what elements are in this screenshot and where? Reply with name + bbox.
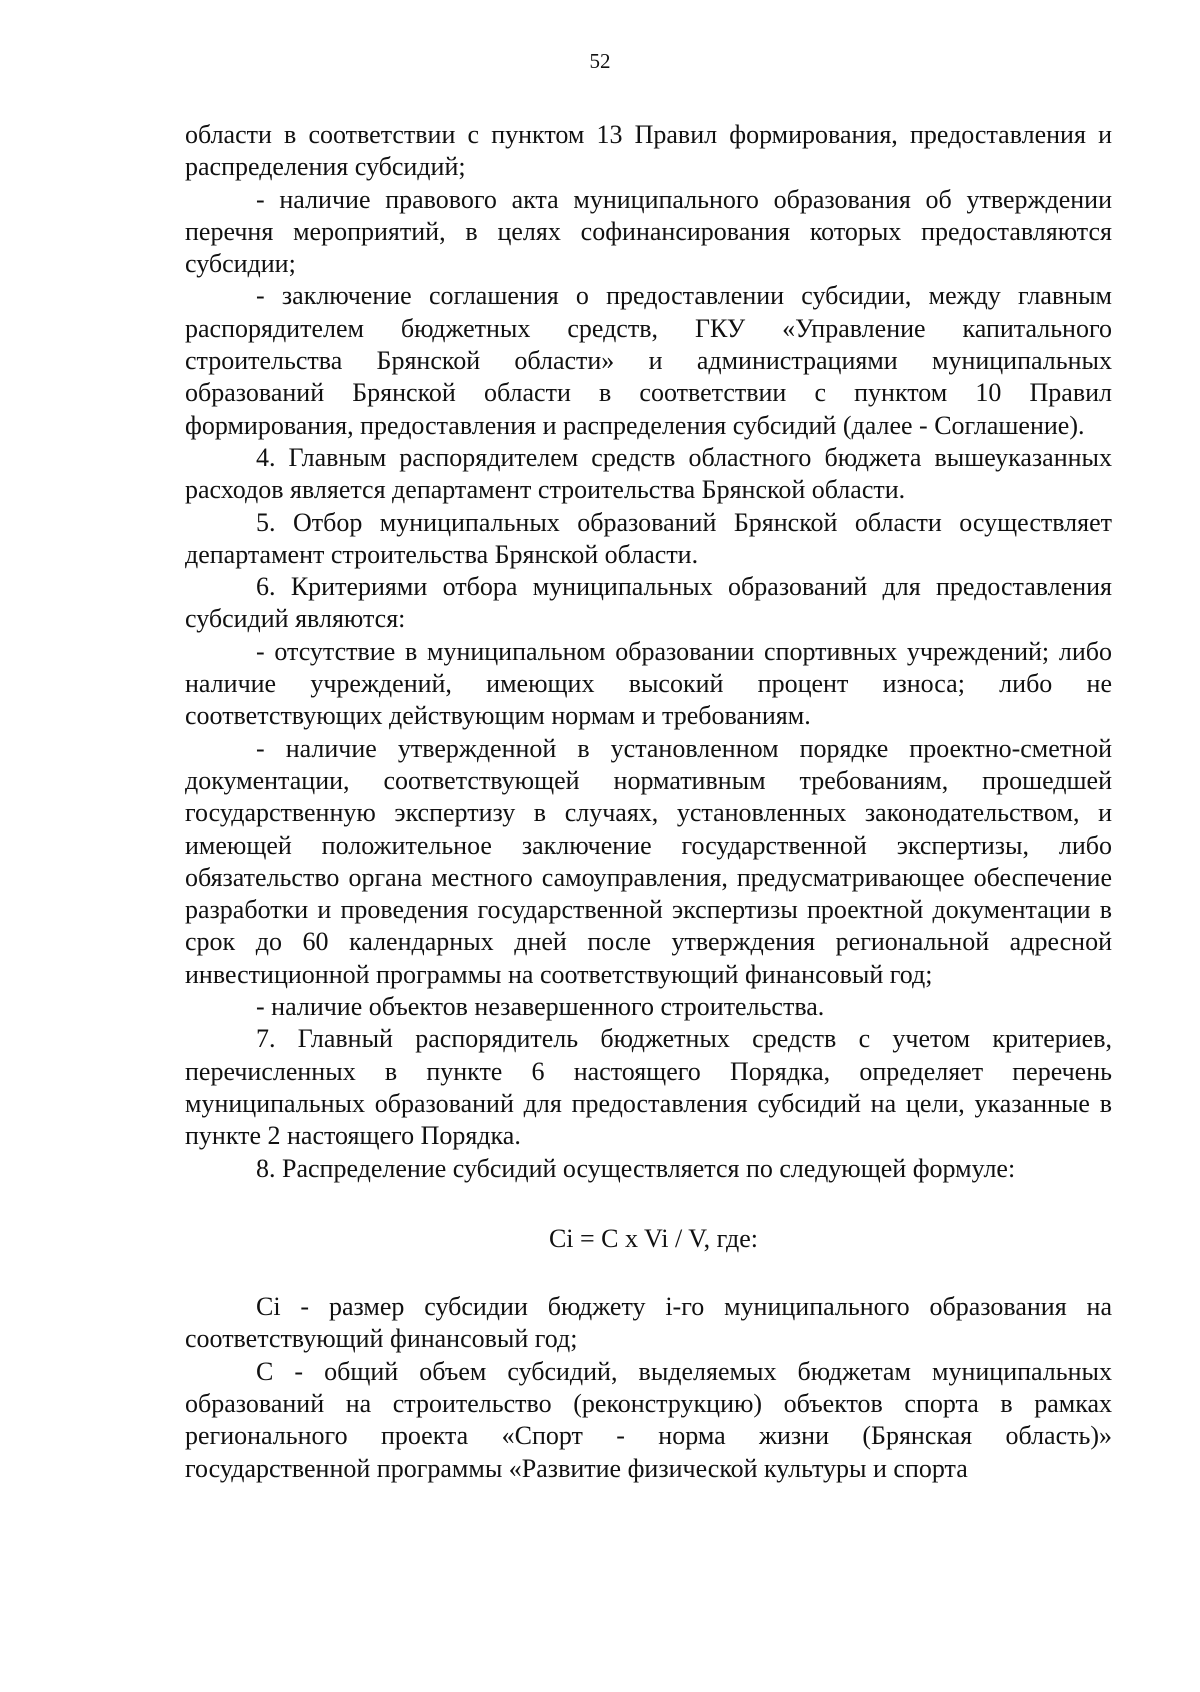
paragraph-agreement: - заключение соглашения о предоставлении субсидии, между главным распорядителем бюджетных средств, ГКУ «Управление капитального строительства Брянской области» и администрациями муниципальных образований Брянской области в соответствии с пунктом 10 Правил формирования, предоставления и распределения субсидий (далее - Соглашение). xyxy=(185,281,1112,440)
paragraph-ci-definition: Ci - размер субсидии бюджету i-го муниципального образования на соответствующий финансовый год; xyxy=(185,1292,1112,1354)
page-number: 52 xyxy=(589,49,611,73)
paragraph-criterion-documentation: - наличие утвержденной в установленном порядке проектно-сметной документации, соответствующей нормативным требованиям, прошедшей государственную экспертизу в случаях, установленных законодательством, и имеющей положительное заключение государственной экспертизы, либо обязательство органа местного самоуправления, предусматривающее обеспечение разработки и проведения государственной экспертизы проектной документации в срок до 60 календарных дней после утверждения региональной адресной инвестиционной программы на соответствующий финансовый год; xyxy=(185,733,1112,989)
paragraph-item-7: 7. Главный распорядитель бюджетных средств с учетом критериев, перечисленных в пункте 6 настоящего Порядка, определяет перечень муниципальных образований для предоставления субсидий на цели, указанные в пункте 2 настоящего Порядка. xyxy=(185,1024,1112,1151)
paragraph-item-8: 8. Распределение субсидий осуществляется по следующей формуле: xyxy=(256,1153,1016,1183)
distribution-formula: Ci = C x Vi / V, где: xyxy=(548,1223,759,1253)
paragraph-criterion-no-facilities: - отсутствие в муниципальном образовании спортивных учреждений; либо наличие учреждений, имеющих высокий процент износа; либо не соответствующих действующим нормам и требованиям. xyxy=(185,636,1112,731)
paragraph-c-definition: С - общий объем субсидий, выделяемых бюджетам муниципальных образований на строительство (реконструкцию) объектов спорта в рамках регионального проекта «Спорт - норма жизни (Брянская область)» государственной программы «Развитие физической культуры и спорта xyxy=(185,1356,1112,1483)
paragraph-legal-act: - наличие правового акта муниципального образования об утверждении перечня мероприятий, в целях софинансирования которых предоставляются субсидии; xyxy=(185,184,1112,279)
paragraph-criterion-unfinished: - наличие объектов незавершенного строительства. xyxy=(256,992,825,1022)
paragraph-continuation: области в соответствии с пунктом 13 Правил формирования, предоставления и распределения субсидий; xyxy=(185,120,1112,182)
paragraph-item-5: 5. Отбор муниципальных образований Брянской области осуществляет департамент строительства Брянской области. xyxy=(185,507,1112,569)
paragraph-item-6: 6. Критериями отбора муниципальных образований для предоставления субсидий являются: xyxy=(185,572,1112,634)
document-body xyxy=(185,119,1112,1485)
paragraph-item-4: 4. Главным распорядителем средств областного бюджета вышеуказанных расходов является департамент строительства Брянской области. xyxy=(185,442,1112,505)
